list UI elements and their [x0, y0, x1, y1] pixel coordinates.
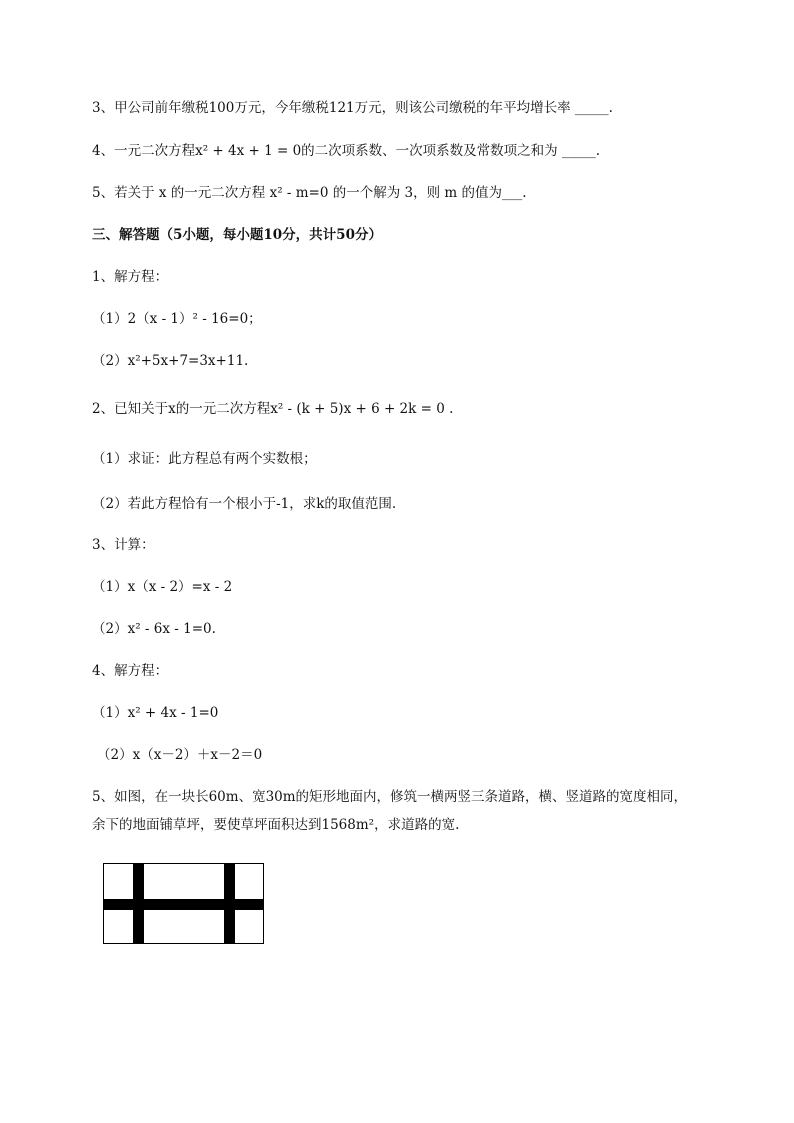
problem-3-stem: 3、计算：: [92, 537, 155, 553]
problem-2-part-1: （1）求证：此方程总有两个实数根；: [92, 451, 317, 467]
vertical-road-left: [133, 863, 144, 944]
problem-3-part-2: （2）x² - 6x - 1=0.: [92, 621, 216, 637]
fill-in-question-5: 5、若关于 x 的一元二次方程 x² - m=0 的一个解为 3，则 m 的值为___.: [92, 185, 527, 201]
problem-4-part-2: （2）x（x－2）＋x－2＝0: [97, 747, 263, 763]
problem-1-part-2: （2）x²+5x+7=3x+11.: [92, 353, 249, 369]
problem-4-part-1: （1）x² + 4x - 1=0: [92, 705, 219, 721]
road-layout-figure: [103, 863, 264, 944]
problem-5-stem-line-2: 余下的地面铺草坪，要使草坪面积达到1568m²，求道路的宽.: [92, 817, 460, 833]
problem-4-stem: 4、解方程：: [92, 663, 169, 679]
problem-2-part-2: （2）若此方程恰有一个根小于-1，求k的取值范围.: [92, 496, 397, 512]
section-heading: 三、解答题（5小题，每小题10分，共计50分）: [92, 227, 382, 243]
problem-1-part-1: （1）2（x - 1）² - 16=0；: [92, 311, 262, 327]
problem-1-stem: 1、解方程：: [92, 269, 169, 285]
fill-in-question-3: 3、甲公司前年缴税100万元，今年缴税121万元，则该公司缴税的年平均增长率 _____.: [92, 100, 613, 116]
fill-in-question-4: 4、一元二次方程x² + 4x + 1 = 0的二次项系数、一次项系数及常数项之和为 _____.: [92, 143, 601, 159]
horizontal-road: [103, 899, 264, 910]
problem-5-stem-line-1: 5、如图，在一块长60m、宽30m的矩形地面内，修筑一横两竖三条道路，横、竖道路的宽度相同，: [92, 789, 688, 805]
vertical-road-right: [224, 863, 235, 944]
problem-2-stem: 2、已知关于x的一元二次方程x² - (k + 5)x + 6 + 2k = 0 .: [92, 401, 454, 417]
problem-3-part-1: （1）x（x - 2）=x - 2: [92, 579, 233, 595]
